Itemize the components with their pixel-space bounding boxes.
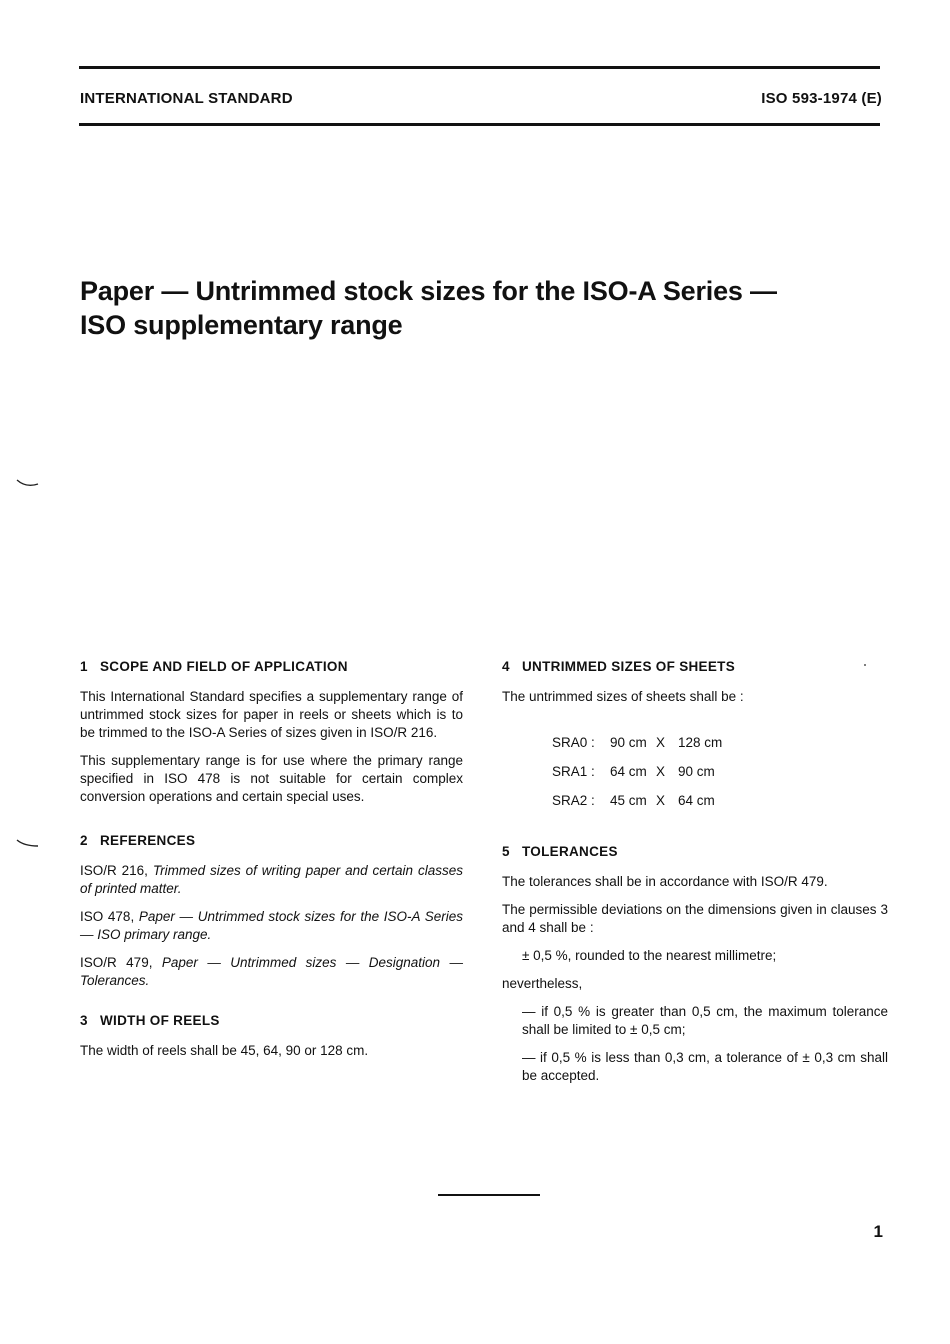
list-item: — if 0,5 % is greater than 0,5 cm, the maximum tolerance shall be limited to ± 0,5 cm; (522, 1004, 888, 1037)
footer-rule (438, 1194, 540, 1196)
section-heading: 2 REFERENCES (80, 833, 196, 848)
paragraph: The width of reels shall be 45, 64, 90 or 128 cm. (80, 1043, 369, 1058)
section-scope (80, 658, 463, 806)
margin-tick-mark-icon (16, 478, 40, 488)
paragraph: This supplementary range is for use where the primary range specified in ISO 478 is not suitable for certain complex conversion operations and certain special uses. (80, 753, 463, 804)
reference-item: ISO 478, Paper — Untrimmed stock sizes for the ISO-A Series — ISO primary range. (80, 909, 463, 942)
paragraph: The untrimmed sizes of sheets shall be : (502, 689, 744, 704)
section-heading: 5 TOLERANCES (502, 844, 618, 859)
paragraph: The permissible deviations on the dimensions given in clauses 3 and 4 shall be : (502, 902, 888, 935)
section-heading: 4 UNTRIMMED SIZES OF SHEETS (502, 659, 736, 674)
header-top-rule (79, 66, 880, 69)
section-tolerances (502, 843, 888, 1085)
section-untrimmed-sizes (502, 658, 888, 808)
section-heading: 1 SCOPE AND FIELD OF APPLICATION (80, 659, 348, 674)
paragraph: ± 0,5 %, rounded to the nearest millimetre; (522, 948, 777, 963)
size-row: SRA1 : 64 cm X 90 cm (552, 764, 715, 779)
title-line-1: Paper — Untrimmed stock sizes for the ISO-A Series — (80, 276, 777, 306)
header-bottom-rule (79, 123, 880, 126)
size-row: SRA2 : 45 cm X 64 cm (552, 793, 715, 808)
section-width-of-reels (80, 1012, 463, 1060)
section-heading: 3 WIDTH OF REELS (80, 1013, 220, 1028)
page-number: 1 (873, 1222, 883, 1241)
left-column (80, 658, 463, 1078)
reference-item: ISO/R 216, Trimmed sizes of writing paper and certain classes of printed matter. (80, 863, 463, 896)
document-title (80, 274, 880, 342)
list-item: — if 0,5 % is less than 0,3 cm, a tolerance of ± 0,3 cm shall be accepted. (522, 1050, 888, 1083)
header-document-number: ISO 593-1974 (E) (761, 90, 882, 107)
title-line-2: ISO supplementary range (80, 310, 403, 340)
paragraph: nevertheless, (502, 976, 583, 991)
margin-tick-mark-icon (16, 838, 40, 848)
size-row: SRA0 : 90 cm X 128 cm (552, 735, 723, 750)
right-column (502, 658, 888, 1103)
section-references (80, 832, 463, 990)
reference-item: ISO/R 479, Paper — Untrimmed sizes — Designation — Tolerances. (80, 955, 463, 988)
paragraph: This International Standard specifies a supplementary range of untrimmed stock sizes for paper in reels or sheets which is to be trimmed to the ISO-A Series of sizes given in ISO/R 216. (80, 689, 463, 740)
header-standard-label: INTERNATIONAL STANDARD (80, 90, 293, 107)
paragraph: The tolerances shall be in accordance with ISO/R 479. (502, 874, 828, 889)
sizes-list (522, 716, 888, 808)
